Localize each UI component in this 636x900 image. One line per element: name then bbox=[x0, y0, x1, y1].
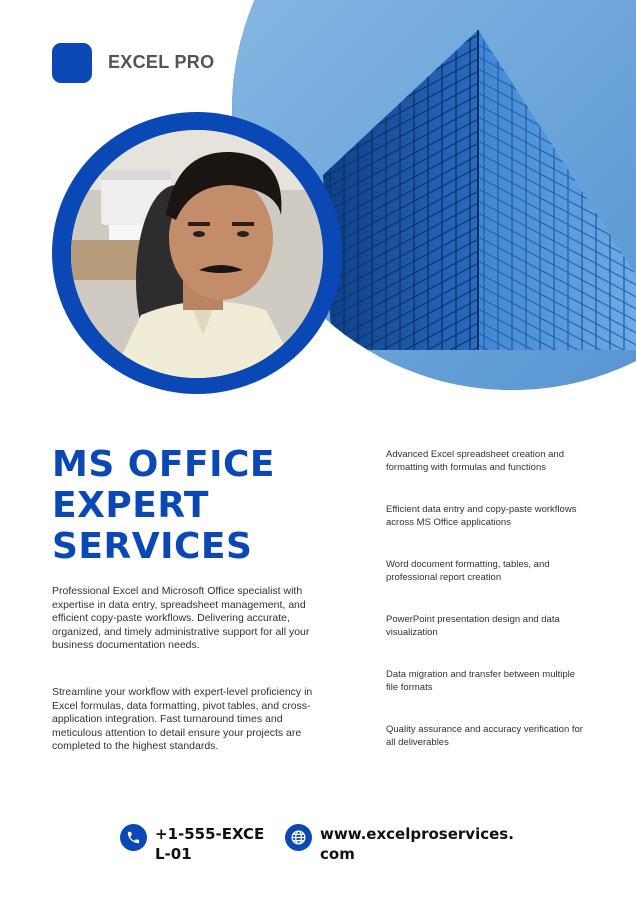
intro-paragraph: Professional Excel and Microsoft Office specialist with expertise in data entry, spreadsheet management, and efficient copy-paste workflows. Delivering accurate, organized, and timely administrative support for all your business documentation needs. bbox=[52, 585, 310, 651]
phone-contact[interactable] bbox=[120, 824, 270, 864]
service-item: Efficient data entry and copy-paste workflows across MS Office applications bbox=[386, 504, 577, 528]
phone-number[interactable]: +1-555-EXCEL-01 bbox=[155, 825, 265, 863]
brand-name: EXCEL PRO bbox=[108, 52, 215, 72]
workflow-paragraph: Streamline your workflow with expert-level proficiency in Excel formulas, data formatting, pivot tables, and cross-application integration. Fast turnaround times and meticulous attention to detail ensure your projects are completed to the highest standards. bbox=[52, 686, 313, 752]
portrait-photo bbox=[71, 130, 323, 378]
globe-icon bbox=[285, 824, 312, 851]
main-headline bbox=[52, 444, 332, 567]
service-item: Word document formatting, tables, and professional report creation bbox=[386, 559, 550, 583]
service-item: Data migration and transfer between multiple file formats bbox=[386, 669, 576, 693]
service-item: Quality assurance and accuracy verification for all deliverables bbox=[386, 724, 583, 748]
website-url[interactable]: www.excelproservices.com bbox=[320, 825, 514, 863]
headline-line-2: EXPERT bbox=[52, 485, 209, 526]
logo-square bbox=[52, 43, 92, 83]
headline-line-3: SERVICES bbox=[52, 526, 253, 567]
service-item: PowerPoint presentation design and data visualization bbox=[386, 614, 560, 638]
headline-line-1: MS OFFICE bbox=[52, 444, 275, 485]
services-list bbox=[386, 449, 586, 779]
phone-icon bbox=[120, 824, 147, 851]
website-contact[interactable] bbox=[285, 824, 515, 864]
service-item: Advanced Excel spreadsheet creation and formatting with formulas and functions bbox=[386, 449, 564, 473]
